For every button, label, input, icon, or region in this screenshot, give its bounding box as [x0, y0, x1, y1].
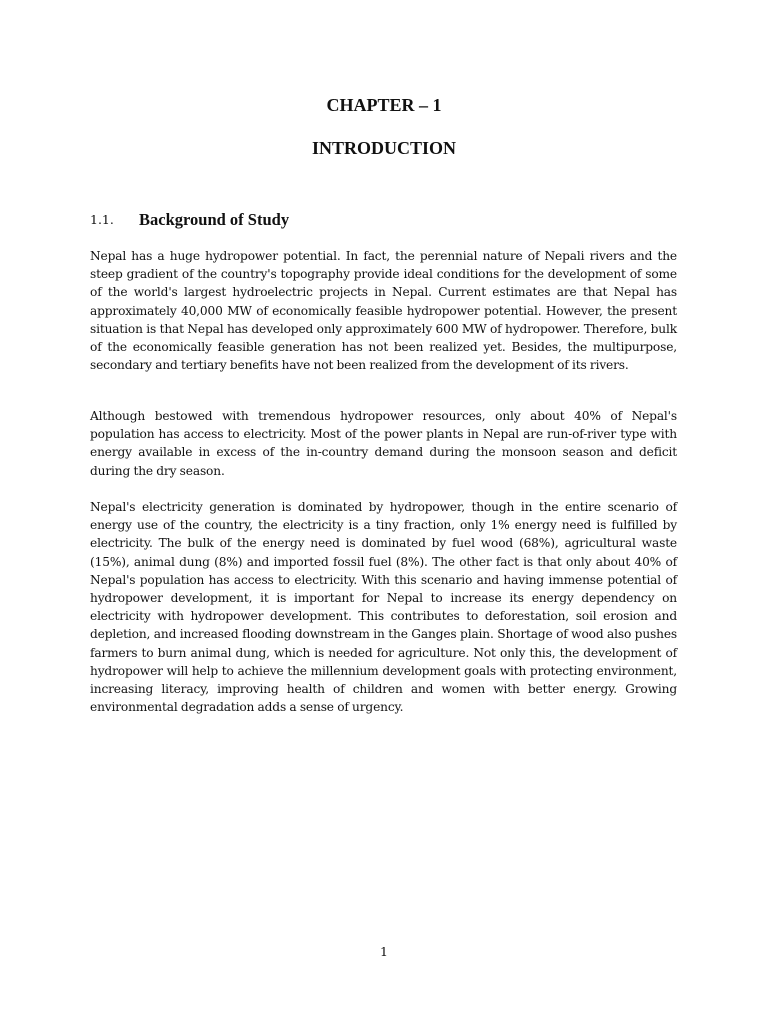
paragraph-energy-use: Nepal's electricity generation is dominated by hydropower, though in the entire scenario of energy use of the country, the electricity is a tiny fraction, only 1% energy need is fulfilled by electricity. The bulk of the energy need is dominated by fuel wood (68%), agricultural waste (15%), animal dung (8%) and imported fossil fuel (8%). The other fact is that only about 40% of Nepal's population has access to electricity. With this scenario and having immense potential of hydropower development, it is important for Nepal to increase its energy dependency on electricity with hydropower development. This contributes to deforestation, soil erosion and depletion, and increased flooding downstream in the Ganges plain. Shortage of wood also pushes farmers to burn animal dung, which is needed for agriculture. Not only this, the development of hydropower will help to achieve the millennium development goals with protecting environment, increasing literacy, improving health of children and women with better energy. Growing environmental degradation adds a sense of urgency.	[90, 500, 677, 715]
section-title: Background of Study	[139, 210, 290, 229]
page-number: 1	[380, 944, 388, 959]
paragraph-hydropower-potential: Nepal has a huge hydropower potential. In fact, the perennial nature of Nepali rivers and the steep gradient of the country's topography provide ideal conditions for the development of some of the world's largest hydroelectric projects in Nepal. Current estimates are that Nepal has approximately 40,000 MW of economically feasible hydropower potential. However, the present situation is that Nepal has developed only approximately 600 MW of hydropower. Therefore, bulk of the economically feasible generation has not been realized yet. Besides, the multipurpose, secondary and tertiary benefits have not been realized from the development of its rivers.	[90, 249, 677, 373]
chapter-label: CHAPTER – 1	[326, 95, 442, 115]
section-number: 1.1.	[90, 212, 114, 227]
paragraph-electricity-access: Although bestowed with tremendous hydropower resources, only about 40% of Nepal's population has access to electricity. Most of the power plants in Nepal are run-of-river type with energy available in excess of the in-country demand during the monsoon season and deficit during the dry season.	[90, 409, 677, 478]
chapter-title: INTRODUCTION	[311, 138, 457, 158]
section-heading	[90, 209, 690, 231]
